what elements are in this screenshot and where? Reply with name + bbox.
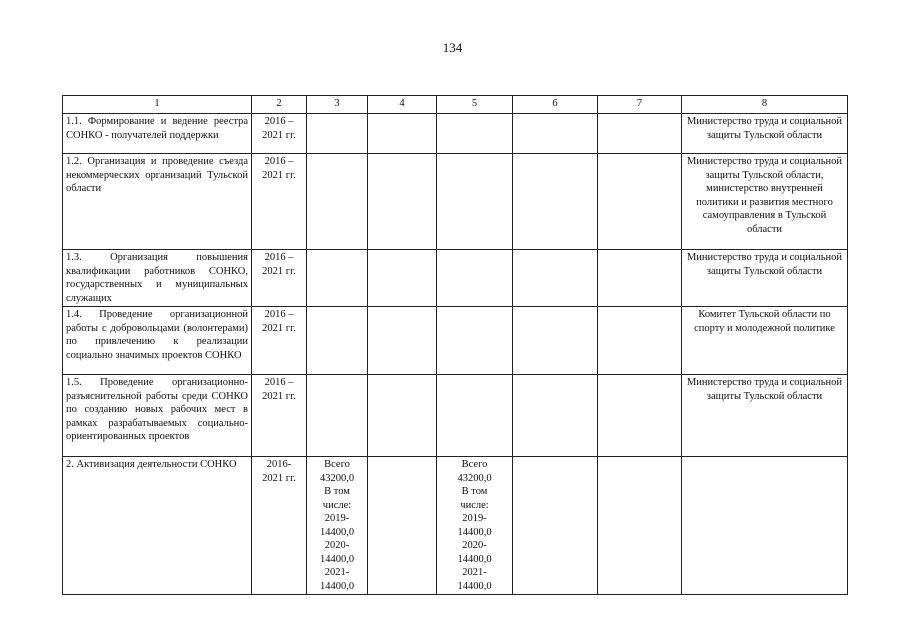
table-row <box>63 375 848 457</box>
funding-line: В том <box>324 486 350 497</box>
funding-line: 14400,0 <box>457 580 492 592</box>
funding-line: 14400,0 <box>457 526 492 538</box>
funding-line: 2019- <box>462 513 487 524</box>
responsible-cell: Министерство труда и социальной защиты Тульской области <box>682 114 848 154</box>
table-row <box>63 307 848 375</box>
column-header: 6 <box>513 96 598 114</box>
responsible-cell: Министерство труда и социальной защиты Тульской области <box>682 375 848 457</box>
activity-cell: 1.5. Проведение организационно-разъяснительной работы среди СОНКО по созданию новых рабочих мест в рамках разрабатываемых социально-ориентированных проектов <box>63 375 252 457</box>
funding-cell-col3 <box>307 457 368 595</box>
activity-cell: 1.2. Организация и проведение съезда некоммерческих организаций Тульской области <box>63 154 252 250</box>
responsible-cell: Министерство труда и социальной защиты Тульской области, министерство внутренней политики и развития местного самоуправления в Тульской области <box>682 154 848 250</box>
responsible-cell: Комитет Тульской области по спорту и молодежной политике <box>682 307 848 375</box>
funding-line: числе: <box>322 499 352 511</box>
activity-cell: 1.4. Проведение организационной работы с добровольцами (волонтерами) по привлечению к реализации социально значимых проектов СОНКО <box>63 307 252 375</box>
funding-line: 2021- <box>324 567 350 578</box>
column-header: 4 <box>368 96 437 114</box>
table-row <box>63 154 848 250</box>
activity-cell: 2. Активизация деятельности СОНКО <box>63 457 252 595</box>
period-cell: 2016 – 2021 гг. <box>252 114 307 154</box>
funding-line: 2020- <box>324 540 350 551</box>
period-cell: 2016 – 2021 гг. <box>252 375 307 457</box>
period-cell: 2016 – 2021 гг. <box>252 307 307 375</box>
table-row <box>63 114 848 154</box>
responsible-cell: Министерство труда и социальной защиты Тульской области <box>682 250 848 307</box>
table-row <box>63 457 848 595</box>
column-header: 2 <box>252 96 307 114</box>
funding-line: Всего <box>461 459 488 470</box>
period-cell: 2016 – 2021 гг. <box>252 154 307 250</box>
period-cell: 2016 – 2021 гг. <box>252 250 307 307</box>
funding-line: 14400,0 <box>319 526 355 538</box>
funding-line: 14400,0 <box>319 580 355 592</box>
period-cell: 2016- 2021 гг. <box>252 457 307 595</box>
funding-line: 14400,0 <box>319 553 355 565</box>
funding-line: 2021- <box>462 567 487 578</box>
responsible-cell <box>682 457 848 595</box>
page-number: 134 <box>442 40 463 55</box>
funding-line: 14400,0 <box>457 553 492 565</box>
funding-line: 43200,0 <box>319 472 355 484</box>
funding-line: 2019- <box>324 513 350 524</box>
column-header: 3 <box>307 96 368 114</box>
column-header: 5 <box>437 96 513 114</box>
program-table <box>62 95 848 595</box>
funding-line: В том <box>461 486 488 497</box>
funding-line: числе: <box>460 499 489 511</box>
header-row <box>63 96 848 114</box>
activity-cell: 1.1. Формирование и ведение реестра СОНКО - получателей поддержки <box>63 114 252 154</box>
column-header: 8 <box>682 96 848 114</box>
column-header: 1 <box>63 96 252 114</box>
funding-line: 2020- <box>462 540 487 551</box>
funding-cell-col5 <box>437 457 513 595</box>
funding-line: 43200,0 <box>457 472 492 484</box>
funding-line: Всего <box>324 459 350 470</box>
table-row <box>63 250 848 307</box>
activity-cell: 1.3. Организация повышения квалификации работников СОНКО, государственных и муниципальных служащих <box>63 250 252 307</box>
column-header: 7 <box>598 96 682 114</box>
